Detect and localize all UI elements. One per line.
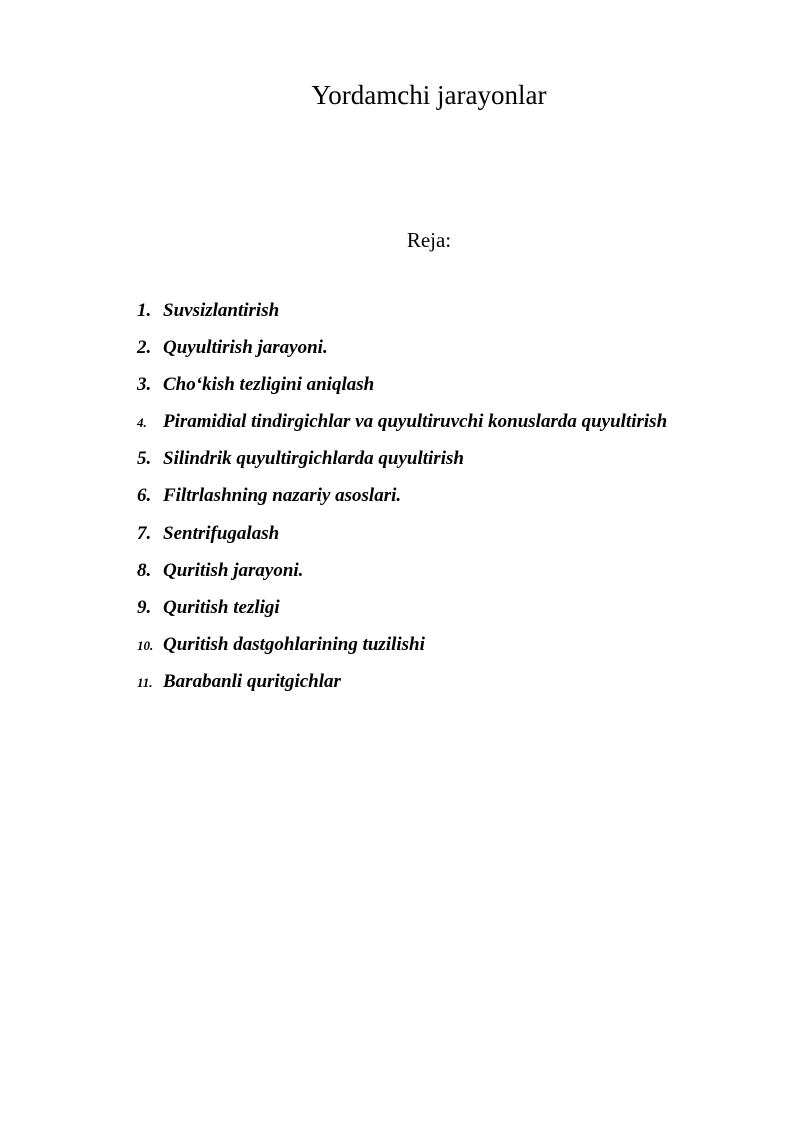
plan-item-number: 6. bbox=[137, 485, 152, 507]
plan-item-text: Quritish dastgohlarining tuzilishi bbox=[163, 633, 425, 655]
plan-item-text: Quritish jarayoni. bbox=[163, 559, 304, 581]
plan-item-3 bbox=[137, 371, 777, 408]
plan-item-text: Sentrifugalash bbox=[163, 522, 280, 544]
plan-item-text: Cho‘kish tezligini aniqlash bbox=[163, 374, 375, 396]
plan-item-text: Filtrlashning nazariy asoslari. bbox=[163, 485, 402, 507]
plan-item-text: Quritish tezligi bbox=[163, 596, 280, 618]
plan-item-number: 11. bbox=[137, 674, 153, 690]
plan-item-number: 10. bbox=[137, 637, 154, 653]
plan-item-text: Barabanli quritgichlar bbox=[163, 670, 341, 692]
plan-item-11 bbox=[137, 668, 777, 705]
plan-list bbox=[137, 297, 777, 705]
plan-item-text: Quyultirish jarayoni. bbox=[163, 337, 328, 359]
plan-item-number: 1. bbox=[137, 300, 152, 321]
plan-item-7 bbox=[137, 520, 777, 557]
plan-item-4 bbox=[137, 408, 777, 445]
plan-item-number: 7. bbox=[137, 522, 152, 544]
plan-item-text: Silindrik quyultirgichlarda quyultirish bbox=[163, 448, 464, 470]
plan-item-number: 3. bbox=[137, 374, 152, 396]
plan-item-9 bbox=[137, 594, 777, 631]
plan-item-2 bbox=[137, 334, 777, 371]
plan-item-number: 9. bbox=[137, 596, 152, 618]
plan-item-6 bbox=[137, 482, 777, 519]
plan-item-1 bbox=[137, 297, 777, 334]
plan-item-number: 8. bbox=[137, 559, 152, 581]
plan-heading: Reja: bbox=[406, 228, 452, 252]
plan-item-text: Suvsizlantirish bbox=[163, 300, 280, 321]
plan-item-8 bbox=[137, 557, 777, 594]
plan-item-number: 4. bbox=[137, 415, 147, 431]
plan-item-number: 5. bbox=[137, 448, 152, 470]
plan-item-5 bbox=[137, 445, 777, 482]
plan-item-number: 2. bbox=[137, 337, 152, 359]
plan-item-10 bbox=[137, 631, 777, 668]
plan-item-text: Piramidial tindirgichlar va quyultiruvchi konuslarda quyultirish bbox=[163, 411, 668, 433]
document-title: Yordamchi jarayonlar bbox=[311, 80, 547, 110]
